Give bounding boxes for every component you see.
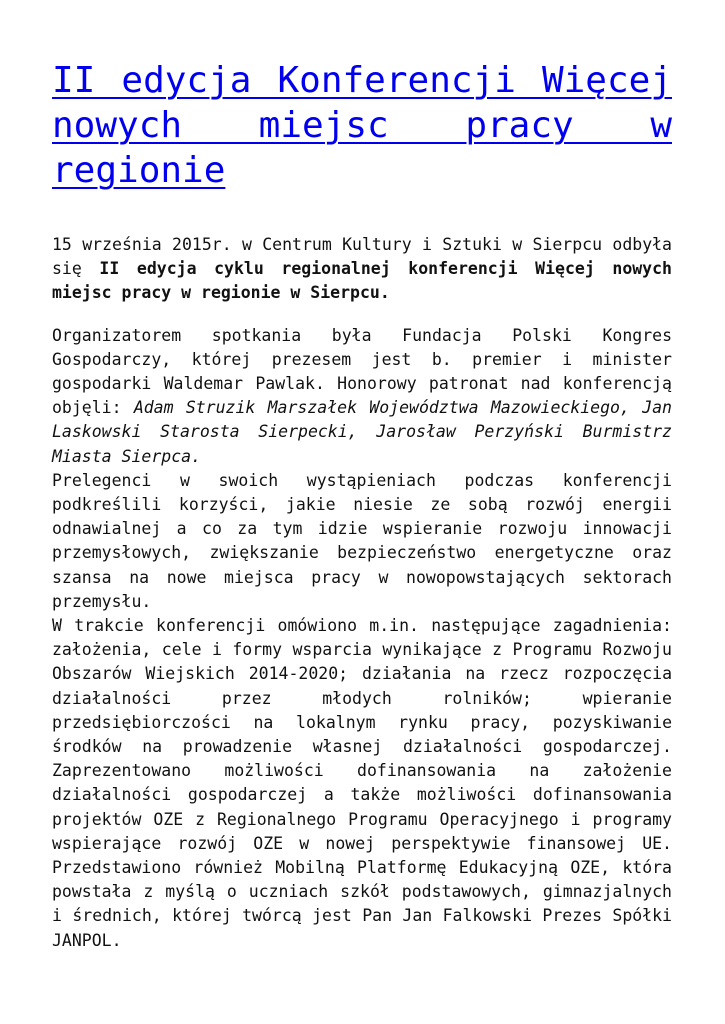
topics-paragraph: W trakcie konferencji omówiono m.in. następujące zagadnienia: założenia, cele i formy wsparcia wynikające z Programu Rozwoju Obszarów Wiejskich 2014-2020; działania na rzecz rozpoczęcia działalności przez młodych rolników; wpieranie przedsiębiorczości na lokalnym rynku pracy, pozyskiwanie środków na prowadzenie własnej działalności gospodarczej. Zaprezentowano możliwości dofinansowania na założenie działalności gospodarczej a także możliwości dofinansowania projektów OZE z Regionalnego Programu Operacyjnego i programy wspierające rozwój OZE w nowej perspektywie finansowej UE. Przedstawiono również Mobilną Platformę Edukacyjną OZE, która powstała z myślą o uczniach szkół podstawowych, gimnazjalnych i średnich, której twórcą jest Pan Jan Falkowski Prezes Spółki JANPOL.: [52, 616, 672, 950]
article: [52, 58, 672, 953]
intro-paragraph: [52, 233, 672, 306]
patrons-italic-text: Adam Struzik Marszałek Województwa Mazowieckiego, Jan Laskowski Starosta Sierpecki, Jarosław Perzyński Burmistrz Miasta Sierpca.: [52, 398, 672, 466]
organizer-text: Organizatorem spotkania była Fundacja Polski Kongres Gospodarczy, której prezesem jest b. premier i minister gospodarki Waldemar Pawlak. Honorowy patronat nad konferencją objęli:: [52, 325, 672, 418]
article-title-link[interactable]: II edycja Konferencji Więcej nowych miejsc pracy w regionie: [52, 60, 672, 191]
organizer-paragraph: [52, 324, 672, 469]
article-title: [52, 58, 672, 193]
speakers-paragraph: Prelegenci w swoich wystąpieniach podczas konferencji podkreślili korzyści, jakie niesie ze sobą rozwój energii odnawialnej a co za tym idzie wspieranie rozwoju innowacji przemysłowych, zwiększanie bezpieczeństwo energetyczne oraz szansa na nowe miejsca pracy w nowopowstających sektorach przemysłu.: [52, 470, 672, 611]
intro-bold-text: II edycja cyklu regionalnej konferencji Więcej nowych miejsc pracy w regionie w Sierpcu.: [52, 259, 672, 303]
intro-text: 15 września 2015r. w Centrum Kultury i Sztuki w Sierpcu odbyła się: [52, 235, 672, 279]
article-body: [52, 233, 672, 953]
